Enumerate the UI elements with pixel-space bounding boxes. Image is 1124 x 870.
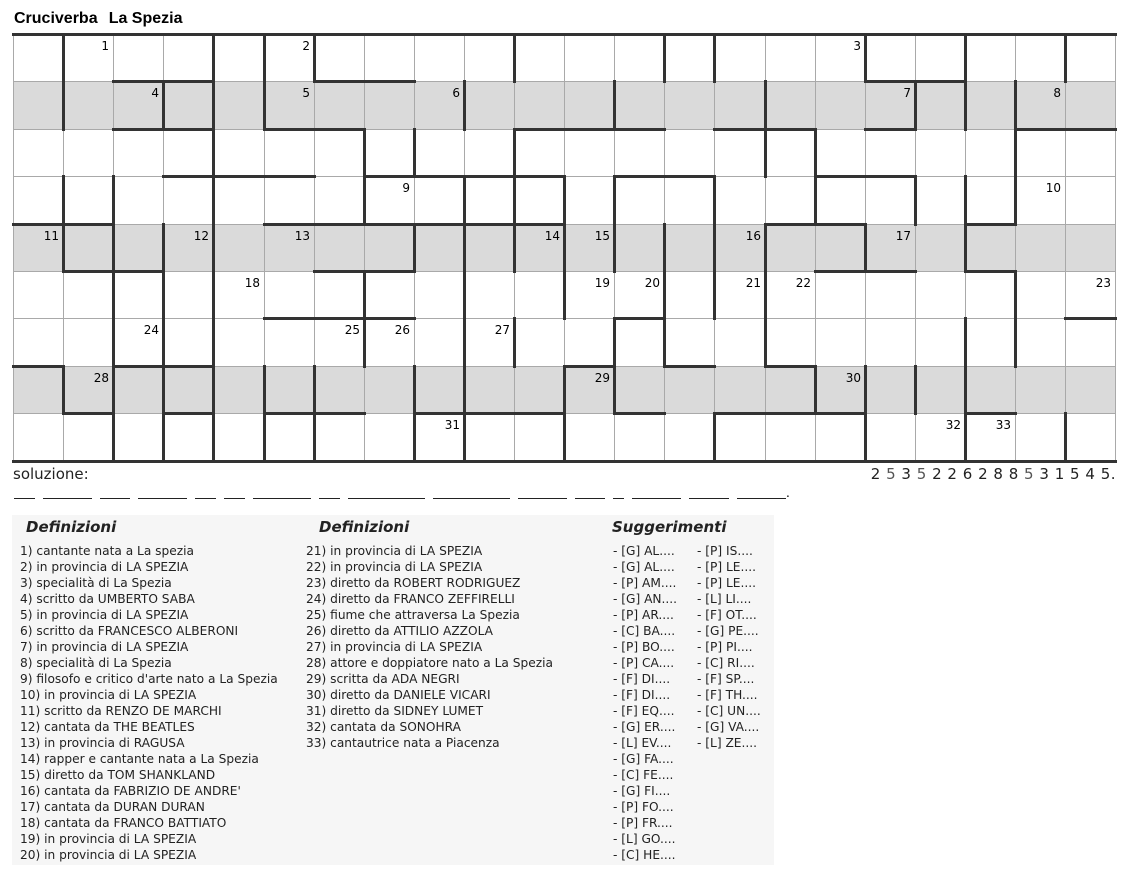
grid-wall-vertical [1064, 412, 1067, 463]
grid-wall-horizontal [964, 412, 1017, 415]
clue-number: 24 [143, 323, 159, 337]
solution-blank[interactable] [319, 498, 340, 499]
grid-wall-horizontal [764, 365, 817, 368]
definition-item: 1) cantante nata a La spezia [20, 544, 195, 558]
grid-wall-horizontal [513, 128, 666, 131]
grid-wall-horizontal [62, 412, 115, 415]
grid-wall-horizontal [563, 365, 616, 368]
grid-wall-horizontal [363, 175, 566, 178]
solution-blank[interactable] [433, 498, 510, 499]
clue-number: 16 [745, 229, 761, 243]
hint-item: - [P] LE.... [697, 560, 756, 574]
hint-item: - [G] AL.... [613, 544, 675, 558]
definition-item: 24) diretto da FRANCO ZEFFIRELLI [306, 592, 515, 606]
grid-wall-horizontal [764, 223, 867, 226]
solution-blank[interactable] [138, 498, 187, 499]
clue-number: 30 [845, 371, 861, 385]
hint-item: - [L] GO.... [613, 832, 676, 846]
grid-wall-horizontal [313, 270, 416, 273]
grid-wall-horizontal [12, 223, 115, 226]
grid-wall-horizontal [814, 175, 917, 178]
solution-final-mark: . [786, 486, 790, 500]
definitions-list-1 [20, 543, 278, 863]
solution-blank[interactable] [253, 498, 311, 499]
solution-digit: 6 [962, 465, 973, 483]
definition-item: 33) cantautrice nata a Piacenza [306, 736, 500, 750]
grid-line-vertical [1115, 34, 1116, 461]
grid-wall-vertical [413, 128, 416, 178]
grid-wall-vertical [713, 412, 716, 463]
definition-item: 20) in provincia di LA SPEZIA [20, 848, 197, 862]
clue-number: 10 [1045, 181, 1061, 195]
grid-wall-horizontal [62, 270, 165, 273]
solution-blank[interactable] [348, 498, 425, 499]
clue-number: 13 [294, 229, 310, 243]
clue-number: 26 [394, 323, 410, 337]
definition-item: 31) diretto da SIDNEY LUMET [306, 704, 484, 718]
grid-wall-vertical [62, 80, 65, 131]
grid-line-vertical [364, 34, 365, 461]
definition-item: 19) in provincia di LA SPEZIA [20, 832, 197, 846]
solution-blank[interactable] [518, 498, 567, 499]
definitions-title-2: Definizioni [319, 518, 410, 536]
grid-wall-horizontal [613, 175, 716, 178]
solution-digit: 2 [947, 465, 958, 483]
hint-item: - [G] FA.... [613, 752, 674, 766]
clue-number: 28 [93, 371, 109, 385]
hint-item: - [G] FI.... [613, 784, 671, 798]
definitions-title-1: Definizioni [26, 518, 117, 536]
grid-wall-vertical [864, 33, 867, 83]
grid-wall-vertical [663, 223, 666, 368]
solution-blank[interactable] [575, 498, 605, 499]
grid-wall-horizontal [713, 128, 817, 131]
grid-wall-horizontal [263, 128, 366, 131]
grid-wall-vertical [764, 270, 767, 368]
solution-digit: 8 [1008, 465, 1019, 483]
grid-wall-vertical [713, 270, 716, 320]
hint-item: - [C] UN.... [697, 704, 761, 718]
hint-item: - [L] ZE.... [697, 736, 757, 750]
grid-wall-vertical [1064, 33, 1067, 83]
definition-item: 22) in provincia di LA SPEZIA [306, 560, 483, 574]
grid-wall-vertical [764, 223, 767, 273]
clue-number: 3 [853, 39, 861, 53]
clue-number: 21 [745, 276, 761, 290]
definition-item: 32) cantata da SONOHRA [306, 720, 461, 734]
grid-wall-vertical [463, 175, 466, 415]
grid-wall-vertical [964, 412, 967, 463]
grid-wall-vertical [864, 223, 867, 273]
grid-wall-vertical [613, 175, 616, 273]
clue-number: 11 [43, 229, 59, 243]
hints-list-1 [613, 543, 677, 863]
crossword-grid[interactable] [12, 33, 1116, 462]
definition-item: 17) cantata da DURAN DURAN [20, 800, 205, 814]
solution-blank[interactable] [195, 498, 216, 499]
grid-wall-horizontal [112, 80, 215, 83]
definition-item: 7) in provincia di LA SPEZIA [20, 640, 189, 654]
clue-number: 14 [544, 229, 560, 243]
grid-wall-vertical [1014, 128, 1017, 226]
definition-item: 26) diretto da ATTILIO AZZOLA [306, 624, 494, 638]
solution-blank[interactable] [689, 498, 729, 499]
grid-wall-vertical [1014, 80, 1017, 131]
grid-wall-horizontal [613, 412, 666, 415]
clue-number: 2 [302, 39, 310, 53]
hint-item: - [C] RI.... [697, 656, 755, 670]
hint-item: - [P] FR.... [613, 816, 673, 830]
grid-wall-vertical [713, 175, 716, 273]
grid-wall-vertical [112, 175, 115, 463]
definition-item: 15) diretto da TOM SHANKLAND [20, 768, 216, 782]
hint-item: - [F] OT.... [697, 608, 757, 622]
grid-wall-horizontal [613, 317, 666, 320]
solution-blank[interactable] [613, 498, 624, 499]
grid-wall-vertical [814, 365, 817, 415]
hint-item: - [G] PE.... [697, 624, 759, 638]
hints-list-2 [697, 543, 761, 751]
grid-wall-horizontal [1064, 317, 1117, 320]
hint-item: - [L] EV.... [613, 736, 672, 750]
grid-wall-vertical [914, 80, 917, 131]
solution-blank[interactable] [224, 498, 245, 499]
hint-item: - [P] CA.... [613, 656, 675, 670]
hint-item: - [C] BA.... [613, 624, 676, 638]
grid-wall-horizontal [1014, 128, 1117, 131]
grid-wall-vertical [1014, 270, 1017, 368]
solution-digit: 1 [1054, 465, 1065, 483]
definition-item: 23) diretto da ROBERT RODRIGUEZ [306, 576, 521, 590]
grid-wall-horizontal [162, 175, 316, 178]
hint-item: - [G] AN.... [613, 592, 678, 606]
page-subtitle: La Spezia [108, 10, 183, 27]
page-title: Cruciverba [14, 10, 98, 27]
hint-item: - [C] FE.... [613, 768, 674, 782]
definition-item: 28) attore e doppiatore nato a La Spezia [306, 656, 553, 670]
solution-digit: 2 [870, 465, 881, 483]
grid-wall-horizontal [263, 223, 416, 226]
hints-title: Suggerimenti [612, 518, 727, 536]
solution-digit: 3 [1039, 465, 1050, 483]
grid-wall-horizontal [964, 270, 1017, 273]
clue-number: 17 [895, 229, 911, 243]
clue-number: 18 [244, 276, 260, 290]
hint-item: - [G] AL.... [613, 560, 675, 574]
definition-item: 4) scritto da UMBERTO SABA [20, 592, 195, 606]
grid-wall-horizontal [964, 223, 1017, 226]
hint-item: - [C] HE.... [613, 848, 676, 862]
clue-number: 33 [995, 418, 1011, 432]
clue-number: 6 [452, 86, 460, 100]
grid-wall-horizontal [663, 365, 716, 368]
grid-wall-vertical [713, 33, 716, 83]
solution-digit: 2 [932, 465, 943, 483]
grid-wall-vertical [413, 223, 416, 273]
grid-wall-horizontal [112, 365, 215, 368]
definition-item: 6) scritto da FRANCESCO ALBERONI [20, 624, 239, 638]
definition-item: 9) filosofo e critico d'arte nato a La Spezia [20, 672, 278, 686]
clue-number: 29 [594, 371, 610, 385]
hint-item: - [G] VA.... [697, 720, 760, 734]
solution-blank[interactable] [14, 498, 35, 499]
definition-item: 13) in provincia di RAGUSA [20, 736, 185, 750]
definition-item: 8) specialità di La Spezia [20, 656, 172, 670]
grid-wall-vertical [263, 33, 266, 131]
grid-wall-vertical [663, 33, 666, 83]
clue-number: 27 [494, 323, 510, 337]
solution-digit: 8 [993, 465, 1004, 483]
hint-item: - [P] AR.... [613, 608, 674, 622]
solution-digit: 5 [1070, 465, 1081, 483]
hint-item: - [P] IS.... [697, 544, 753, 558]
grid-wall-horizontal [162, 412, 215, 415]
hint-item: - [F] TH.... [697, 688, 758, 702]
grid-wall-horizontal [263, 317, 416, 320]
grid-wall-horizontal [12, 365, 65, 368]
clue-number: 15 [594, 229, 610, 243]
solution-blank[interactable] [632, 498, 681, 499]
definition-item: 27) in provincia di LA SPEZIA [306, 640, 483, 654]
solution-digit: 2 [978, 465, 989, 483]
definition-item: 14) rapper e cantante nata a La Spezia [20, 752, 259, 766]
clue-number: 1 [101, 39, 109, 53]
grid-wall-vertical [212, 270, 215, 320]
solution-label: soluzione: [13, 465, 89, 483]
hint-item: - [P] PI.... [697, 640, 753, 654]
grid-wall-horizontal [12, 460, 1117, 463]
hint-item: - [F] DI.... [613, 688, 671, 702]
solution-digit: 5. [1100, 465, 1116, 483]
definitions-list-2 [306, 543, 553, 751]
clue-number: 32 [945, 418, 961, 432]
grid-wall-vertical [363, 317, 366, 368]
grid-wall-vertical [162, 80, 165, 131]
clue-number: 8 [1053, 86, 1061, 100]
definition-item: 18) cantata da FRANCO BATTIATO [20, 816, 227, 830]
grid-wall-vertical [513, 33, 516, 83]
definition-item: 2) in provincia di LA SPEZIA [20, 560, 189, 574]
solution-digit: 5 [886, 465, 897, 483]
grid-wall-vertical [914, 175, 917, 226]
grid-wall-vertical [613, 80, 616, 131]
solution-digit: 4 [1085, 465, 1096, 483]
clue-number: 5 [302, 86, 310, 100]
grid-wall-vertical [563, 270, 566, 320]
grid-wall-horizontal [413, 412, 566, 415]
grid-wall-vertical [914, 365, 917, 415]
solution-blank[interactable] [737, 498, 786, 499]
hint-item: - [L] LI.... [697, 592, 752, 606]
solution-blank[interactable] [100, 498, 130, 499]
hint-item: - [P] FO.... [613, 800, 674, 814]
solution-code [871, 465, 1116, 483]
hint-item: - [G] ER.... [613, 720, 676, 734]
grid-wall-horizontal [112, 128, 215, 131]
definition-item: 29) scritta da ADA NEGRI [306, 672, 460, 686]
page-header [14, 8, 183, 28]
grid-line-vertical [13, 34, 14, 461]
clue-number: 7 [903, 86, 911, 100]
grid-line-vertical [1065, 34, 1066, 461]
hint-item: - [P] BO.... [613, 640, 675, 654]
solution-digit: 5 [1024, 465, 1035, 483]
clue-number: 12 [193, 229, 209, 243]
grid-wall-vertical [513, 128, 516, 273]
grid-wall-horizontal [814, 270, 917, 273]
solution-digit: 5 [916, 465, 927, 483]
definition-item: 3) specialità di La Spezia [20, 576, 172, 590]
grid-wall-horizontal [313, 80, 416, 83]
clue-number: 31 [444, 418, 460, 432]
definition-item: 25) fiume che attraversa La Spezia [306, 608, 520, 622]
grid-wall-vertical [964, 317, 967, 415]
grid-wall-vertical [864, 365, 867, 415]
clue-number: 4 [151, 86, 159, 100]
clue-number: 9 [402, 181, 410, 195]
grid-wall-horizontal [263, 412, 366, 415]
hint-item: - [F] SP.... [697, 672, 755, 686]
grid-wall-horizontal [713, 412, 867, 415]
grid-wall-horizontal [864, 128, 917, 131]
clue-number: 19 [594, 276, 610, 290]
definition-item: 21) in provincia di LA SPEZIA [306, 544, 483, 558]
grid-wall-vertical [162, 223, 165, 463]
hint-item: - [F] DI.... [613, 672, 671, 686]
grid-wall-horizontal [864, 80, 967, 83]
definition-item: 30) diretto da DANIELE VICARI [306, 688, 491, 702]
grid-wall-vertical [463, 80, 466, 131]
grid-wall-horizontal [413, 223, 566, 226]
grid-wall-vertical [864, 412, 867, 463]
definition-item: 12) cantata da THE BEATLES [20, 720, 195, 734]
hint-item: - [F] EQ.... [613, 704, 675, 718]
clue-number: 22 [795, 276, 811, 290]
clue-number: 20 [644, 276, 660, 290]
grid-wall-vertical [62, 365, 65, 415]
hint-item: - [P] LE.... [697, 576, 756, 590]
grid-wall-vertical [513, 317, 516, 368]
clue-number: 25 [344, 323, 360, 337]
solution-digit: 3 [901, 465, 912, 483]
hint-item: - [P] AM.... [613, 576, 677, 590]
definition-item: 5) in provincia di LA SPEZIA [20, 608, 189, 622]
grid-wall-vertical [463, 412, 466, 463]
grid-wall-vertical [212, 33, 215, 463]
definition-item: 10) in provincia di LA SPEZIA [20, 688, 197, 702]
grid-wall-vertical [363, 270, 366, 320]
definition-item: 16) cantata da FABRIZIO DE ANDRE' [20, 784, 241, 798]
clue-number: 23 [1095, 276, 1111, 290]
solution-blank[interactable] [43, 498, 92, 499]
grid-wall-vertical [563, 412, 566, 463]
grid-wall-horizontal [12, 33, 1117, 36]
grid-wall-vertical [313, 33, 316, 83]
definition-item: 11) scritto da RENZO DE MARCHI [20, 704, 222, 718]
